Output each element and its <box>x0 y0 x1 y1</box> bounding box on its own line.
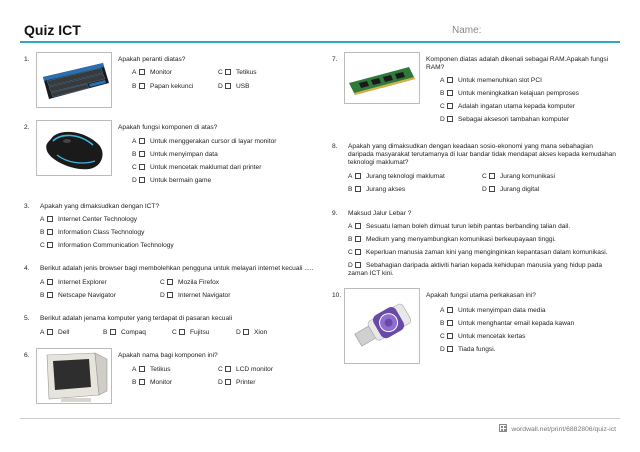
q7-option-b[interactable]: B Untuk meningkatkan kelajuan pemproses <box>440 90 579 97</box>
q10-option-d[interactable]: D Tiada fungsi. <box>440 346 496 353</box>
q10-option-a-checkbox[interactable] <box>447 307 453 313</box>
q3-option-b[interactable]: B Information Class Technology <box>40 229 145 236</box>
question-2-text: Apakah fungsi komponen di atas? <box>118 124 218 131</box>
question-7-number: 7. <box>332 56 338 63</box>
q1-option-c[interactable]: C Tetikus <box>218 69 257 76</box>
q6-option-d-checkbox[interactable] <box>225 379 231 385</box>
question-2-number: 2. <box>24 124 30 131</box>
question-5-text: Berikut adalah jenama komputer yang terdapat di pasaran kecuali <box>40 315 233 322</box>
q5-option-a[interactable]: A Dell <box>40 329 70 336</box>
q1-option-d-checkbox[interactable] <box>225 83 231 89</box>
q10-option-c-checkbox[interactable] <box>447 333 453 339</box>
q10-option-b[interactable]: B Untuk menghantar email kepada kawan <box>440 320 575 327</box>
q1-option-a[interactable]: A Monitor <box>132 69 172 76</box>
header-divider <box>20 41 620 43</box>
q4-option-a-checkbox[interactable] <box>47 279 53 285</box>
page-header <box>20 22 620 44</box>
q6-option-c-checkbox[interactable] <box>225 366 231 372</box>
q8-option-d-checkbox[interactable] <box>489 186 495 192</box>
keyboard-image <box>36 52 112 108</box>
q4-option-c-checkbox[interactable] <box>167 279 173 285</box>
q1-option-b[interactable]: B Papan kekunci <box>132 83 194 90</box>
q9-option-b[interactable]: B Medium yang menyambungkan komunikasi berkeupayaan tinggi. <box>348 236 556 243</box>
q10-option-c[interactable]: C Untuk mencetak kertas <box>440 333 526 340</box>
q9-option-c-checkbox[interactable] <box>355 249 361 255</box>
q2-option-b-checkbox[interactable] <box>139 151 145 157</box>
question-7-text: Komponen diatas adalah dikenali sebagai RAM.Apakah fungsi RAM? <box>426 56 609 72</box>
q10-option-b-checkbox[interactable] <box>447 320 453 326</box>
q2-option-b[interactable]: B Untuk menyimpan data <box>132 151 218 158</box>
footer-url-text: wordwall.net/print/6882806/quiz-ict <box>511 426 616 433</box>
q6-option-b-checkbox[interactable] <box>139 379 145 385</box>
q3-option-a-checkbox[interactable] <box>47 216 53 222</box>
q6-option-b[interactable]: B Monitor <box>132 379 172 386</box>
ram-image <box>344 52 420 104</box>
q5-option-c[interactable]: C Fujitsu <box>172 329 210 336</box>
q4-option-b-checkbox[interactable] <box>47 292 53 298</box>
q7-option-b-checkbox[interactable] <box>447 90 453 96</box>
question-4-text: Berikut adalah jenis browser bagi membolehkan pengguna untuk melayari internet kecuali ..... <box>40 265 314 272</box>
monitor-image <box>36 348 112 404</box>
q2-option-c[interactable]: C Untuk mencetak maklumat dari printer <box>132 164 262 171</box>
question-9-number: 9. <box>332 210 338 217</box>
name-label: Name: <box>452 25 482 36</box>
wordwall-logo-icon <box>499 424 507 432</box>
q1-option-a-checkbox[interactable] <box>139 69 145 75</box>
question-6-text: Apakah nama bagi komponen ini? <box>118 352 218 359</box>
footer-url[interactable] <box>499 424 616 433</box>
q1-option-d[interactable]: D USB <box>218 83 250 90</box>
q8-option-b[interactable]: B Jurang akses <box>348 186 406 193</box>
question-9-text: Maksud Jalur Lebar ? <box>348 210 412 217</box>
q4-option-b[interactable]: B Netscape Navigator <box>40 292 116 299</box>
q8-option-a-checkbox[interactable] <box>355 173 361 179</box>
q5-option-d[interactable]: D Xion <box>236 329 268 336</box>
q5-option-b[interactable]: B Compaq <box>103 329 146 336</box>
q7-option-a-checkbox[interactable] <box>447 77 453 83</box>
q7-option-d[interactable]: D Sebagai aksesori tambahan komputer <box>440 116 570 123</box>
q2-option-c-checkbox[interactable] <box>139 164 145 170</box>
question-10-number: 10. <box>332 292 342 299</box>
q1-option-b-checkbox[interactable] <box>139 83 145 89</box>
q8-option-a[interactable]: A Jurang teknologi maklumat <box>348 173 445 180</box>
question-5-number: 5. <box>24 315 30 322</box>
footer-divider <box>20 418 620 419</box>
q7-option-c[interactable]: C Adalah ingatan utama kepada komputer <box>440 103 575 110</box>
question-8-number: 8. <box>332 143 338 150</box>
q9-option-a[interactable]: A Sesuatu laman boleh dimuat turun lebih pantas berbanding talian dail. <box>348 223 571 230</box>
q8-option-c-checkbox[interactable] <box>489 173 495 179</box>
usb-drive-image <box>344 288 420 364</box>
q9-option-b-checkbox[interactable] <box>355 236 361 242</box>
q2-option-a-checkbox[interactable] <box>139 138 145 144</box>
question-3-number: 3. <box>24 203 30 210</box>
question-4-number: 4. <box>24 265 30 272</box>
q7-option-a[interactable]: A Untuk memenuhkan slot PCI <box>440 77 542 84</box>
q3-option-a[interactable]: A Internet Center Technology <box>40 216 138 223</box>
q5-option-b-checkbox[interactable] <box>110 329 116 335</box>
q4-option-d-checkbox[interactable] <box>167 292 173 298</box>
q3-option-c[interactable]: C Information Communication Technology <box>40 242 174 249</box>
q8-option-b-checkbox[interactable] <box>355 186 361 192</box>
q4-option-c[interactable]: C Mozila Firefox <box>160 279 220 286</box>
q7-option-c-checkbox[interactable] <box>447 103 453 109</box>
question-3-text: Apakah yang dimaksudkan dengan ICT? <box>40 203 160 210</box>
q2-option-a[interactable]: A Untuk menggerakan cursor di layar monitor <box>132 138 277 145</box>
q2-option-d-checkbox[interactable] <box>139 177 145 183</box>
q6-option-d[interactable]: D Printer <box>218 379 256 386</box>
q7-option-d-checkbox[interactable] <box>447 116 453 122</box>
q6-option-a[interactable]: A Tetikus <box>132 366 171 373</box>
q3-option-b-checkbox[interactable] <box>47 229 53 235</box>
q10-option-a[interactable]: A Untuk menyimpan data media <box>440 307 546 314</box>
q5-option-c-checkbox[interactable] <box>179 329 185 335</box>
question-8-text: Apakah yang dimaksudkan dengan keadaan sosio-ekonomi yang mana sebahagian daripada masyarakat terutamanya di luar bandar tidak mendapat akses kepada kemudahan teknologi maklumat? <box>348 143 616 167</box>
q8-option-d[interactable]: D Jurang digital <box>482 186 540 193</box>
q4-option-a[interactable]: A Internet Explorer <box>40 279 107 286</box>
q5-option-d-checkbox[interactable] <box>243 329 249 335</box>
question-1-text: Apakah peranti diatas? <box>118 56 186 63</box>
q9-option-d[interactable]: D Sebahagian daripada aktiviti harian kepada kehidupan manusia yang hidup pada zaman ICT kini. <box>348 262 603 277</box>
q8-option-c[interactable]: C Jurang komunikasi <box>482 173 555 180</box>
q9-option-d-checkbox[interactable] <box>355 262 361 268</box>
q9-option-a-checkbox[interactable] <box>355 223 361 229</box>
q4-option-d[interactable]: D Internet Navigator <box>160 292 231 299</box>
q9-option-c[interactable]: C Keperluan manusia zaman kini yang menginginkan kepantasan dalam komunikasi. <box>348 249 608 256</box>
question-1-number: 1. <box>24 56 30 63</box>
question-10-text: Apakah fungsi utama perkakasan ini? <box>426 292 536 299</box>
q10-option-d-checkbox[interactable] <box>447 346 453 352</box>
q5-option-a-checkbox[interactable] <box>47 329 53 335</box>
question-6-number: 6. <box>24 352 30 359</box>
q1-option-c-checkbox[interactable] <box>225 69 231 75</box>
q3-option-c-checkbox[interactable] <box>47 242 53 248</box>
q2-option-d[interactable]: D Untuk bermain game <box>132 177 212 184</box>
mouse-image <box>36 120 112 176</box>
q6-option-a-checkbox[interactable] <box>139 366 145 372</box>
page-title: Quiz ICT <box>24 22 81 38</box>
q6-option-c[interactable]: C LCD monitor <box>218 366 274 373</box>
